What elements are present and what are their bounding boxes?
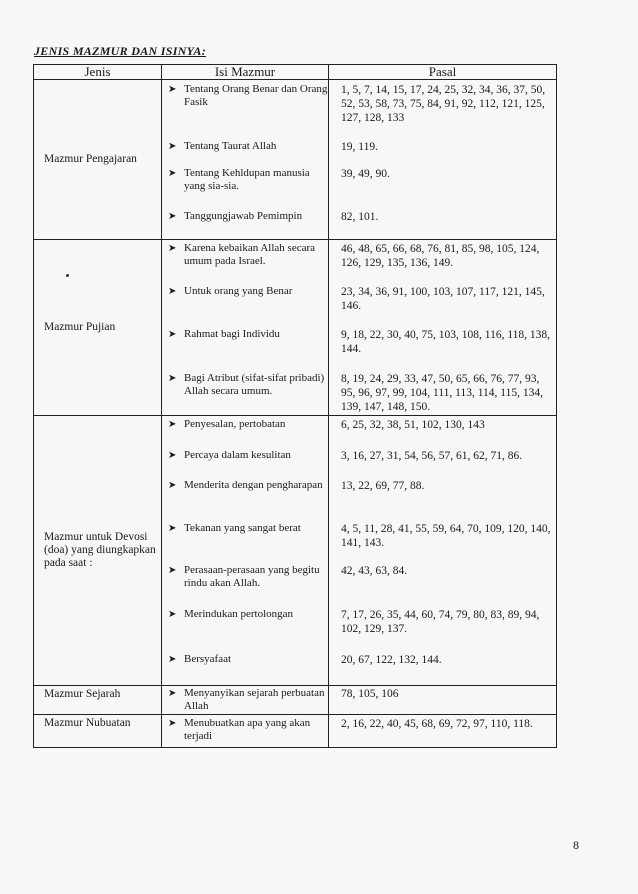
isi-text: Menyanyikan sejarah perbuatan Allah [184,687,325,712]
speck [66,274,69,277]
table-row [162,608,556,636]
arrow-bullet-icon: ➤ [168,718,177,729]
pasal-text: 7, 17, 26, 35, 44, 60, 74, 79, 80, 83, 89, 94, 102, 129, 137. [341,609,540,635]
table-row [162,167,556,193]
pasal-text: 1, 5, 7, 14, 15, 17, 24, 25, 32, 34, 36, 37, 50, 52, 53, 58, 73, 75, 84, 91, 92, 112, 121, 125, 127, 128, 133 [341,84,546,124]
arrow-bullet-icon: ➤ [168,565,177,576]
pasal-text: 46, 48, 65, 66, 68, 76, 81, 85, 98, 105, 124, 126, 129, 135, 136, 149. [341,243,540,269]
isi-text: Tentang Taurat Allah [184,140,277,152]
table-row [162,140,556,154]
arrow-bullet-icon: ➤ [168,373,177,384]
arrow-bullet-icon: ➤ [168,688,177,699]
group-nubuatan [34,715,556,747]
table-row [162,687,556,713]
pasal-text: 6, 25, 32, 38, 51, 102, 130, 143 [341,419,485,431]
page-number: 8 [573,838,579,852]
table-row [162,717,556,743]
group-devosi [34,416,556,686]
isi-text: Menderita dengan pengharapan [184,479,323,491]
arrow-bullet-icon: ➤ [168,141,177,152]
pasal-text: 3, 16, 27, 31, 54, 56, 57, 61, 62, 71, 86. [341,450,523,462]
table-row [162,449,556,463]
isi-text: Tentang Orang Benar dan Orang Fasik [184,83,328,108]
pasal-text: 4, 5, 11, 28, 41, 55, 59, 64, 70, 109, 120, 140, 141, 143. [341,523,551,549]
group-pengajaran [34,80,556,240]
pasal-text: 23, 34, 36, 91, 100, 103, 107, 117, 121, 145, 146. [341,286,545,312]
group-name: Mazmur Pujian [34,240,162,415]
pasal-text: 82, 101. [341,211,379,223]
pasal-text: 9, 18, 22, 30, 40, 75, 103, 108, 116, 118, 138, 144. [341,329,551,355]
table-row [162,83,556,125]
pasal-text: 20, 67, 122, 132, 144. [341,654,442,666]
arrow-bullet-icon: ➤ [168,480,177,491]
table-row [162,372,556,414]
pasal-text: 42, 43, 63, 84. [341,565,408,577]
arrow-bullet-icon: ➤ [168,84,177,95]
pasal-text: 39, 49, 90. [341,168,390,180]
group-name: Mazmur Nubuatan [34,715,162,747]
group-name: Mazmur untuk Devosi (doa) yang diungkapkan pada saat : [34,416,162,685]
isi-text: Tanggungjawab Pemimpin [184,210,303,222]
table-row [162,522,556,550]
pasal-text: 78, 105, 106 [341,688,399,700]
table-header [34,65,556,80]
table-row [162,564,556,590]
arrow-bullet-icon: ➤ [168,211,177,222]
isi-text: Bagi Atribut (sifat-sifat pribadi) Allah secara umum. [184,372,325,397]
group-name: Mazmur Sejarah [34,686,162,714]
arrow-bullet-icon: ➤ [168,523,177,534]
arrow-bullet-icon: ➤ [168,286,177,297]
header-isi: Isi Mazmur [162,65,329,79]
arrow-bullet-icon: ➤ [168,168,177,179]
pasal-text: 8, 19, 24, 29, 33, 47, 50, 65, 66, 76, 77, 93, 95, 96, 97, 99, 104, 111, 113, 114, 115, 134, 139, 147, 148, 150. [341,373,543,413]
isi-text: Percaya dalam kesulitan [184,449,291,461]
table-row [162,479,556,493]
arrow-bullet-icon: ➤ [168,654,177,665]
group-sejarah [34,686,556,715]
isi-text: Perasaan-perasaan yang begitu rindu akan Allah. [184,564,320,589]
psalm-types-table [33,64,557,748]
arrow-bullet-icon: ➤ [168,243,177,254]
isi-text: Penyesalan, pertobatan [184,418,286,430]
table-row [162,285,556,313]
header-pasal: Pasal [428,64,457,79]
isi-text: Menubuatkan apa yang akan terjadi [184,717,311,742]
isi-text: Rahmat bagi Individu [184,328,280,340]
header-jenis: Jenis [34,65,162,79]
isi-text: Merindukan pertolongan [184,608,294,620]
isi-text: Tentang Kehldupan manusia yang sia-sia. [184,167,310,192]
arrow-bullet-icon: ➤ [168,450,177,461]
group-name: Mazmur Pengajaran [34,80,162,239]
arrow-bullet-icon: ➤ [168,419,177,430]
table-row [162,242,556,270]
arrow-bullet-icon: ➤ [168,609,177,620]
group-pujian [34,240,556,416]
table-row [162,653,556,667]
arrow-bullet-icon: ➤ [168,329,177,340]
table-row [162,210,556,224]
page-heading: JENIS MAZMUR DAN ISINYA: [34,44,207,58]
isi-text: Tekanan yang sangat berat [184,522,301,534]
pasal-text: 13, 22, 69, 77, 88. [341,480,425,492]
pasal-text: 19, 119. [341,141,378,153]
isi-text: Untuk orang yang Benar [184,285,293,297]
table-row [162,418,556,432]
pasal-text: 2, 16, 22, 40, 45, 68, 69, 72, 97, 110, 118. [341,718,533,730]
table-row [162,328,556,356]
isi-text: Karena kebaikan Allah secara umum pada Israel. [184,242,316,267]
isi-text: Bersyafaat [184,653,232,665]
